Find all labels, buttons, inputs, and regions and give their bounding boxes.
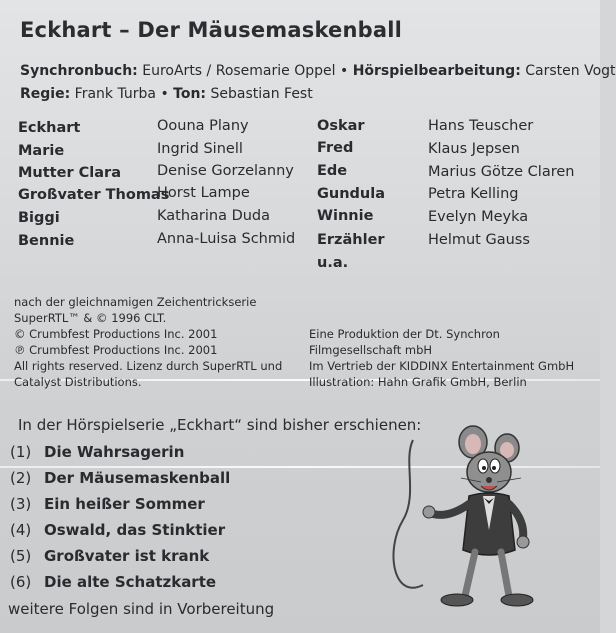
more-episodes-note: weitere Folgen sind in Vorbereitung — [8, 600, 275, 618]
episode-title: Der Mäusemaskenball — [44, 469, 231, 487]
cast-row — [18, 165, 121, 181]
credits-line-2 — [20, 86, 313, 102]
episode-item — [10, 443, 184, 461]
cast-row — [18, 210, 60, 226]
cast-row — [157, 231, 295, 247]
credit-label: Ton: — [173, 86, 207, 102]
episode-item — [10, 495, 205, 513]
cast-role: Fred — [317, 140, 354, 156]
cast-actor: Horst Lampe — [157, 185, 250, 201]
credit-label: Hörspielbearbeitung: — [352, 63, 521, 79]
credit-value: Carsten Vogt — [525, 63, 616, 79]
cast-actor: Klaus Jepsen — [428, 141, 520, 157]
bullet: • — [160, 86, 169, 102]
episode-item — [10, 521, 225, 539]
legal-line: Catalyst Distributions. — [14, 375, 142, 389]
legal-line: Illustration: Hahn Grafik GmbH, Berlin — [309, 375, 527, 389]
credit-value: Sebastian Fest — [210, 86, 313, 102]
cast-row — [18, 143, 64, 159]
cast-row — [428, 141, 520, 157]
episode-title: Die Wahrsagerin — [44, 443, 185, 461]
cast-actor: Denise Gorzelanny — [157, 163, 294, 179]
cast-role: Oskar — [317, 118, 365, 134]
credits-line-1 — [20, 63, 616, 79]
cartoon-mouse-icon — [383, 400, 533, 622]
episode-item — [10, 547, 209, 565]
legal-line: nach der gleichnamigen Zeichentrickserie — [14, 295, 257, 309]
cast-etc: u.a. — [317, 255, 349, 271]
credit-value: EuroArts / Rosemarie Oppel — [142, 63, 336, 79]
cast-row — [428, 232, 530, 248]
legal-line: © Crumbfest Productions Inc. 2001 — [14, 327, 218, 341]
bullet: • — [339, 63, 349, 79]
cast-row — [157, 185, 250, 201]
episode-number: (1) — [10, 443, 32, 461]
cast-row — [18, 233, 74, 249]
cast-row — [317, 118, 365, 134]
legal-line: Im Vertrieb der KIDDINX Entertainment GmbH — [309, 359, 575, 373]
episode-number: (3) — [10, 495, 32, 513]
cast-actor: Hans Teuscher — [428, 118, 534, 134]
cast-row — [428, 209, 528, 225]
cast-actor: Anna-Luisa Schmid — [157, 231, 296, 247]
cast-role: Ede — [317, 163, 348, 179]
cast-row — [157, 208, 270, 224]
legal-line: SuperRTL™ & © 1996 CLT. — [14, 311, 167, 325]
cast-row — [428, 118, 533, 134]
cast-row — [157, 118, 249, 134]
cast-row — [157, 141, 243, 157]
credit-label: Regie: — [20, 86, 71, 102]
cast-row — [18, 187, 169, 203]
cast-row — [317, 140, 353, 156]
cast-row — [317, 232, 385, 248]
cast-row — [317, 163, 347, 179]
legal-right — [309, 326, 574, 390]
episode-item — [10, 573, 216, 591]
episode-number: (4) — [10, 521, 32, 539]
cast-row — [428, 164, 574, 180]
legal-left — [14, 294, 282, 390]
legal-line: Filmgesellschaft mbH — [309, 343, 433, 357]
cast-role: Eckhart — [18, 120, 81, 136]
cast-row — [18, 120, 80, 136]
page-title: Eckhart – Der Mäusemaskenball — [20, 18, 403, 42]
cast-role: Biggi — [18, 210, 60, 226]
cast-role: Großvater Thomas — [18, 187, 170, 203]
legal-line: ℗ Crumbfest Productions Inc. 2001 — [14, 343, 218, 357]
credit-label: Synchronbuch: — [20, 63, 138, 79]
cast-row — [317, 208, 373, 224]
cast-actor: Oouna Plany — [157, 118, 249, 134]
cast-actor: Marius Götze Claren — [428, 164, 575, 180]
cast-role: Marie — [18, 143, 65, 159]
cast-actor: Helmut Gauss — [428, 232, 530, 248]
episode-title: Oswald, das Stinktier — [44, 521, 226, 539]
cast-row — [157, 163, 294, 179]
episode-number: (2) — [10, 469, 32, 487]
cast-row — [428, 186, 518, 202]
series-intro: In der Hörspielserie „Eckhart“ sind bisher erschienen: — [18, 416, 422, 434]
cast-actor: Petra Kelling — [428, 186, 519, 202]
legal-line: All rights reserved. Lizenz durch SuperRTL und — [14, 359, 283, 373]
cast-role: Erzähler — [317, 232, 385, 248]
episode-title: Ein heißer Sommer — [44, 495, 205, 513]
cast-actor: Katharina Duda — [157, 208, 271, 224]
credit-value: Frank Turba — [74, 86, 156, 102]
cast-role: Winnie — [317, 208, 374, 224]
cast-role: Gundula — [317, 186, 386, 202]
cast-role: Bennie — [18, 233, 75, 249]
episode-item — [10, 469, 230, 487]
cast-role: Mutter Clara — [18, 165, 121, 181]
episode-title: Die alte Schatzkarte — [44, 573, 217, 591]
cast-actor: Evelyn Meyka — [428, 209, 529, 225]
episode-title: Großvater ist krank — [44, 547, 210, 565]
episode-number: (5) — [10, 547, 32, 565]
cast-actor: Ingrid Sinell — [157, 141, 243, 157]
cast-row — [317, 186, 385, 202]
legal-line: Eine Produktion der Dt. Synchron — [309, 327, 500, 341]
episode-number: (6) — [10, 573, 32, 591]
